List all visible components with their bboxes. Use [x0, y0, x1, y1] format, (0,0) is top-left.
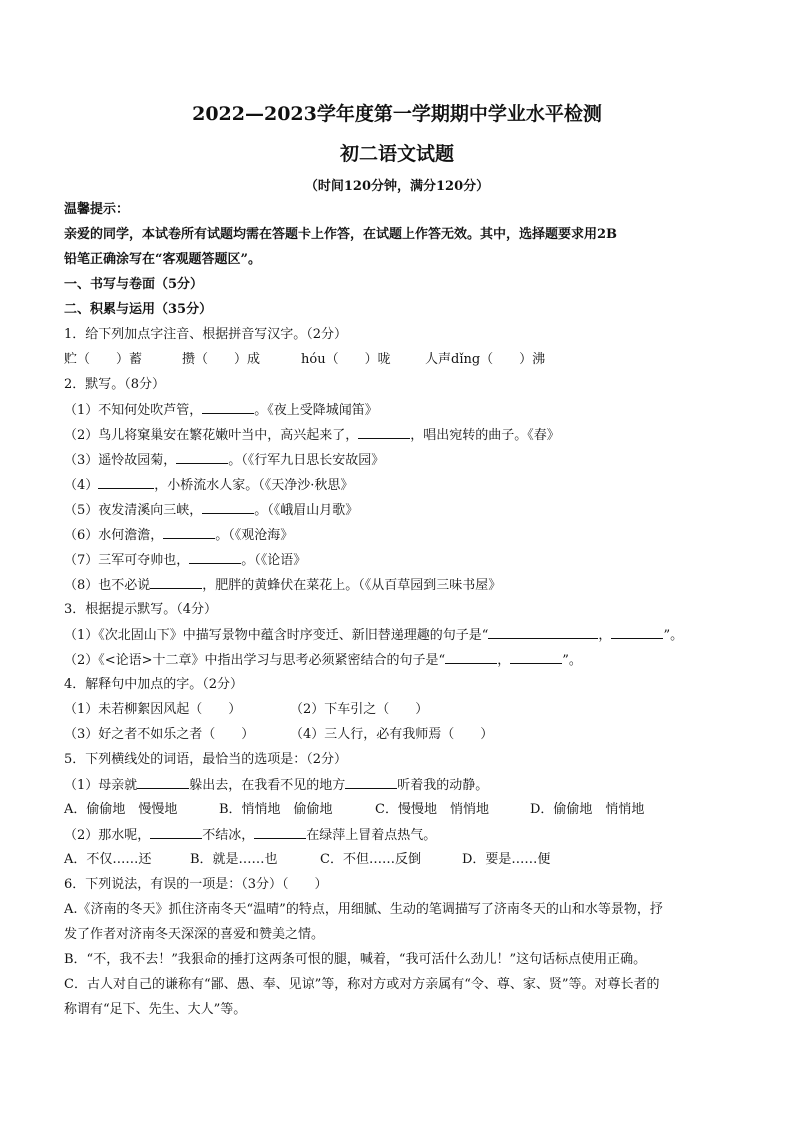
q5-option: D．偷偷地 悄悄地	[530, 802, 645, 817]
tips-body-1: 亲爱的同学，本试卷所有试题均需在答题卡上作答，在试题上作答无效。其中，选择题要求用2B	[64, 227, 618, 242]
q5-option: A．偷偷地 慢慢地	[64, 802, 178, 817]
q6-option-c-cont: 称谓有“足下、先生、大人”等。	[64, 1002, 247, 1017]
section-two-heading: 二、积累与运用（35分）	[64, 302, 213, 317]
answer-blank	[254, 826, 306, 839]
q5-stem: 5．下列横线处的词语，最恰当的选项是：（2分）	[64, 752, 348, 767]
q5-option: C．慢慢地 悄悄地	[375, 802, 489, 817]
exam-title: 2022—2023学年度第一学期期中学业水平检测	[192, 103, 602, 125]
q6-option-a: A.《济南的冬天》抓住济南冬天“温晴”的特点，用细腻、生动的笔调描写了济南冬天的山和水等景物，抒	[64, 902, 663, 917]
answer-blank	[510, 651, 562, 664]
section-one-heading: 一、书写与卷面（5分）	[64, 277, 204, 292]
q1-stem: 1．给下列加点字注音、根据拼音写汉字。（2分）	[64, 327, 348, 342]
answer-blank	[150, 826, 202, 839]
answer-blank	[345, 776, 397, 789]
q2-line: （2）鸟儿将窠巢安在繁花嫩叶当中，高兴起来了， ，唱出宛转的曲子。《春》	[64, 428, 560, 443]
q4-stem: 4．解释句中加点的字。（2分）	[64, 677, 244, 692]
answer-blank	[445, 651, 497, 664]
answer-blank	[163, 526, 215, 539]
q5-sentence-1: （1）母亲就 躲出去，在我看不见的地方 听着我的动静。	[64, 778, 489, 793]
answer-blank	[176, 451, 228, 464]
q6-option-c: C．古人对自己的谦称有“鄙、愚、奉、见谅”等，称对方或对方亲属有“令、尊、家、贤”等。对尊长者的	[64, 977, 660, 992]
q5-sentence-2: （2）那水呢， 不结冰， 在绿萍上冒着点热气。	[64, 828, 437, 843]
q2-line: （4） ，小桥流水人家。（《天净沙·秋思》	[64, 478, 354, 493]
q5-option: D．要是……便	[462, 852, 551, 867]
q5-option: B．就是……也	[190, 852, 278, 867]
q2-line: （7）三军可夺帅也， 。（《论语》	[64, 553, 307, 568]
tips-body-2: 铅笔正确涂写在“客观题答题区”。	[64, 252, 261, 267]
q6-option-b: B．“不，我不去！”我狠命的捶打这两条可恨的腿，喊着，“我可活什么劲儿！”这句话标点使用正确。	[64, 952, 647, 967]
q6-stem: 6．下列说法，有误的一项是：（3分）（ ）	[64, 877, 328, 892]
q1-item: hóu（ ）咙	[301, 352, 391, 367]
q3-stem: 3．根据提示默写。（4分）	[64, 602, 218, 617]
q4-item: （3）好之者不如乐之者（ ）	[64, 727, 255, 742]
q1-item: 贮（ ）蓄	[64, 352, 143, 367]
q6-option-a-cont: 发了作者对济南冬天深深的喜爱和赞美之情。	[64, 927, 325, 942]
q1-item: 攒（ ）成	[182, 352, 261, 367]
tips-heading: 温馨提示：	[64, 202, 130, 217]
q4-item: （2）下车引之（ ）	[290, 702, 429, 717]
exam-subject: 初二语文试题	[339, 143, 454, 165]
answer-blank	[611, 626, 663, 639]
q1-item: 人声dǐng（ ）沸	[425, 352, 546, 367]
q3-line: （2）《<论语>十二章》中指出学习与思考必须紧密结合的句子是“ ， ”。	[64, 653, 582, 668]
q2-line: （8）也不必说 ，肥胖的黄蜂伏在菜花上。（《从百草园到三味书屋》	[64, 578, 502, 593]
q3-line: （1）《次北固山下》中描写景物中蕴含时序变迁、新旧替递理趣的句子是“ ， ”。	[64, 628, 684, 643]
answer-blank	[358, 426, 410, 439]
q2-stem: 2．默写。（8分）	[64, 377, 166, 392]
q4-item: （1）未若柳絮因风起（ ）	[64, 702, 242, 717]
q5-option: C．不但……反倒	[320, 852, 421, 867]
answer-blank	[150, 576, 202, 589]
answer-blank	[202, 501, 254, 514]
q4-item: （4）三人行，必有我师焉（ ）	[290, 727, 494, 742]
q2-line: （3）遥怜故园菊， 。（《行军九日思长安故园》	[64, 453, 385, 468]
q5-option: B．悄悄地 偷偷地	[219, 802, 333, 817]
answer-blank	[202, 401, 254, 414]
answer-blank	[98, 476, 154, 489]
q2-line: （5）夜发清溪向三峡， 。（《峨眉山月歌》	[64, 503, 359, 518]
q2-line: （6）水何澹澹， 。（《观沧海》	[64, 528, 294, 543]
answer-blank	[189, 551, 241, 564]
exam-time-score: （时间120分钟，满分120分）	[304, 179, 490, 194]
q5-option: A．不仅……还	[64, 852, 152, 867]
answer-blank	[137, 776, 189, 789]
q2-line: （1）不知何处吹芦管， 。《夜上受降城闻笛》	[64, 403, 378, 418]
answer-blank	[488, 626, 598, 639]
